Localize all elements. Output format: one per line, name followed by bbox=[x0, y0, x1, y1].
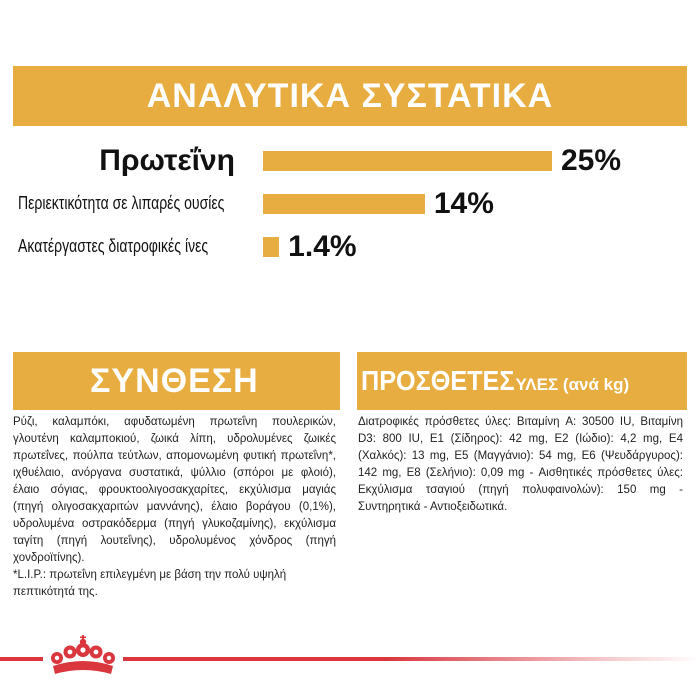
crude-fibre-percent: 1.4% bbox=[288, 230, 357, 263]
fat-content-bar bbox=[263, 194, 425, 214]
crown-logo-icon bbox=[43, 634, 123, 680]
composition-title: ΣΥΝΘΕΣΗ bbox=[90, 361, 259, 400]
protein-label: Πρωτεΐνη bbox=[99, 144, 235, 177]
fat-content-label: Περιεκτικότητα σε λιπαρές ουσίες bbox=[18, 193, 225, 213]
composition-header bbox=[13, 352, 340, 410]
additives-title-sub: ΥΛΕΣ (ανά kg) bbox=[515, 375, 630, 394]
protein-percent: 25% bbox=[561, 144, 622, 177]
composition-text: Ρύζι, καλαμπόκι, αφυδατωμένη πρωτεΐνη πουλερικών, γλουτένη καλαμποκιού, ζωικά λίπη, υδρολυμένες ζωικές πρωτεΐνες, πούλπα τεύτλων, απομονωμένη φυτική πρωτεΐνη*, ιχθυέλαιο, ανόργανα συστατικά, ψύλλιο (σπόροι με φλοιό), έλαιο σόγιας, φρουκτοολιγοσακχαρίτες, εκχύλισμα μαγιάς (πηγή ολιγοσακχαριτών μαννάνης), έλαιο βοράγου (0,1%), υδρολυμένα οστρακόδερμα (πηγή γλυκοζαμίνης), εκχύλισμα ταγίτη (πηγή λουτεΐνης), υδρολυμένος χόνδρος (πηγή χονδροϊτίνης). bbox=[13, 416, 336, 564]
composition-body bbox=[13, 414, 336, 601]
analytical-title: ΑΝΑΛΥΤΙΚΑ ΣΥΣΤΑΤΙΚΑ bbox=[146, 76, 554, 115]
additives-text: Διατροφικές πρόσθετες ύλες: Βιταμίνη A: 30500 IU, Βιταμίνη D3: 800 IU, E1 (Σίδηρος): 42 mg, E2 (Ιώδιο): 4,2 mg, E4 (Χαλκός): 13 mg, E5 (Μαγγάνιο): 54 mg, E6 (Ψευδάργυρος): 142 mg, E8 (Σελήνιο): 0,09 mg - Αισθητικές πρόσθετες ύλες: Εκχύλισμα τσαγιού (πηγή πολυφαινολών): 150 mg - Συντηρητικά - Αντιοξειδωτικά. bbox=[358, 416, 683, 513]
protein-bar bbox=[263, 151, 552, 171]
crude-fibre-label: Ακατέργαστες διατροφικές ίνες bbox=[18, 236, 209, 256]
composition-note: *L.I.P.: πρωτεΐνη επιλεγμένη με βάση την πολύ υψηλή πεπτικότητά της. bbox=[13, 569, 287, 598]
additives-title-main: ΠΡΟΣΘΕΤΕΣ bbox=[361, 365, 515, 396]
additives-header bbox=[357, 352, 687, 410]
analytical-constituents-banner bbox=[13, 66, 687, 126]
royal-canin-crown-logo bbox=[43, 634, 123, 680]
crude-fibre-bar bbox=[263, 237, 279, 257]
fat-content-percent: 14% bbox=[433, 187, 494, 220]
